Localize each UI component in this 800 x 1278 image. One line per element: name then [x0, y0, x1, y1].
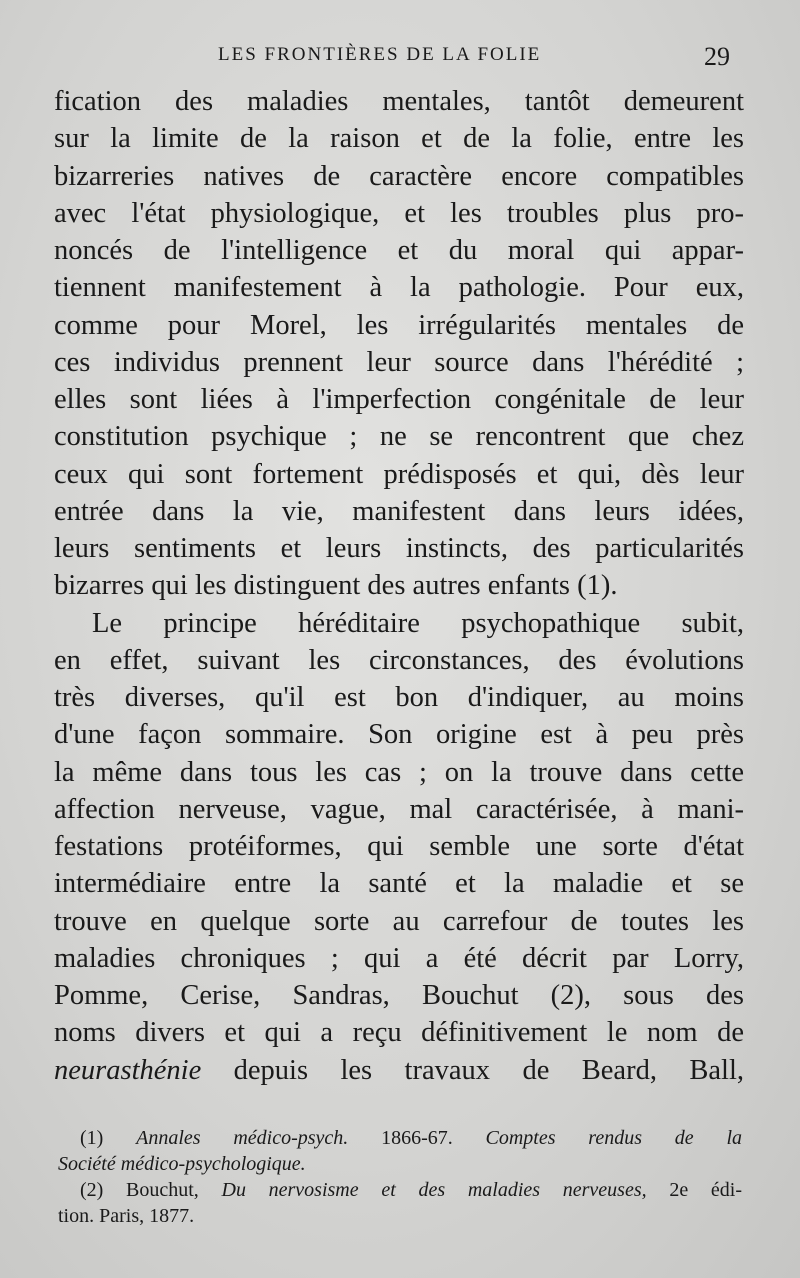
page-number: 29	[704, 42, 730, 71]
text-line: maladies chroniques ; qui a été décrit par Lorry,	[54, 942, 744, 974]
footnote-1	[58, 1125, 742, 1151]
text-line: d'une façon sommaire. Son origine est à peu près	[54, 719, 744, 751]
text-line: ceux qui sont fortement prédisposés et qui, dès leur	[54, 458, 744, 490]
paragraph-end-line: bizarres qui les distinguent des autres enfants (1).	[54, 570, 618, 602]
footnote-2-edition: 2e édi-	[646, 1179, 742, 1201]
footnote-1-reports: Comptes rendus de la	[485, 1127, 742, 1149]
text-line: noms divers et qui a reçu définitivement le nom de	[54, 1017, 744, 1049]
text-line: affection nerveuse, vague, mal caractérisée, à mani-	[54, 793, 744, 825]
text-line: constitution psychique ; ne se rencontrent que chez	[54, 421, 744, 453]
footnotes	[58, 1125, 742, 1229]
text-line: entrée dans la vie, manifestent dans leurs idées,	[54, 495, 744, 527]
text-line: intermédiaire entre la santé et la maladie et se	[54, 868, 744, 900]
footnote-2-title: Du nervosisme et des maladies nerveuses,	[221, 1179, 647, 1201]
text-line: elles sont liées à l'imperfection congénitale de leur	[54, 384, 744, 415]
text-line: Pomme, Cerise, Sandras, Bouchut (2), sous des	[54, 980, 744, 1011]
paragraph-start-line: Le principe héréditaire psychopathique subit,	[92, 607, 744, 639]
page-header	[0, 44, 800, 74]
text-line: festations protéiformes, qui semble une sorte d'état	[54, 831, 744, 862]
footnote-1-continued	[58, 1151, 742, 1177]
text-line: en effet, suivant les circonstances, des évolutions	[54, 644, 744, 676]
footnote-1-years: 1866-67.	[348, 1127, 486, 1149]
footnote-1-journal: Annales médico-psych.	[136, 1127, 349, 1149]
footnote-2-continued: tion. Paris, 1877.	[58, 1205, 195, 1227]
text-line: leurs sentiments et leurs instincts, des particularités	[54, 533, 744, 564]
footnote-1-marker: (1)	[80, 1127, 137, 1149]
text-line: la même dans tous les cas ; on la trouve dans cette	[54, 756, 744, 788]
text-line: ces individus prennent leur source dans l'hérédité ;	[54, 346, 744, 378]
text-line: noncés de l'intelligence et du moral qui appar-	[54, 235, 744, 266]
footnote-2-marker: (2) Bouchut,	[80, 1179, 222, 1201]
text-line: tiennent manifestement à la pathologie. Pour eux,	[54, 272, 744, 304]
footnote-2	[58, 1177, 742, 1203]
text-line: avec l'état physiologique, et les troubles plus pro-	[54, 197, 744, 229]
text-line: très diverses, qu'il est bon d'indiquer, au moins	[54, 682, 744, 713]
running-title: LES FRONTIÈRES DE LA FOLIE	[218, 44, 542, 65]
text-line-rest: depuis les travaux de Beard, Ball,	[201, 1054, 744, 1086]
text-line	[54, 1052, 744, 1089]
text-line: bizarreries natives de caractère encore compatibles	[54, 160, 744, 192]
footnote-1-society: Société médico-psychologique.	[58, 1153, 306, 1175]
body-text	[54, 83, 744, 1089]
text-line: comme pour Morel, les irrégularités mentales de	[54, 309, 744, 341]
text-line: sur la limite de la raison et de la folie, entre les	[54, 123, 744, 155]
text-line: trouve en quelque sorte au carrefour de toutes les	[54, 905, 744, 937]
text-line: fication des maladies mentales, tantôt demeurent	[54, 86, 744, 117]
italic-term: neurasthénie	[54, 1054, 202, 1086]
